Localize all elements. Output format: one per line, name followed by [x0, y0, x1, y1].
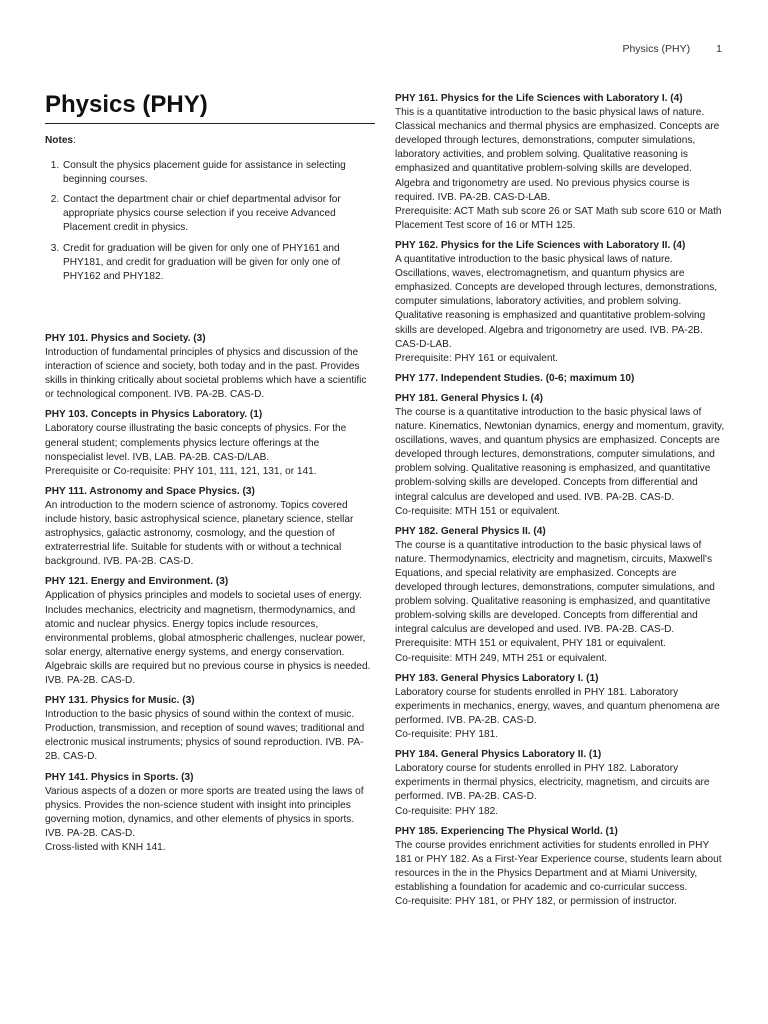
course-requisite: Co-requisite: PHY 181, or PHY 182, or permission of instructor.	[395, 896, 677, 908]
course-entry	[45, 575, 375, 688]
course-entry	[45, 408, 375, 478]
course-description: The course is a quantitative introduction to the basic physical laws of nature. Kinematics, Newtonian dynamics, energy and momentum, gravity, oscillations, waves, and quantum physics are emphasized. Concepts are developed through lectures, demonstrations, computer simulations, and problem solving. Qualitative reasoning is emphasized, and quantitative problem-solving skills are developed. Concepts from differential and integral calculus are developed and used. IVB. PA-2B. CAS-D.	[395, 406, 725, 503]
course-entry	[395, 825, 725, 910]
left-course-list	[45, 332, 375, 855]
course-description: Laboratory course for students enrolled in PHY 181. Laboratory experiments in mechanics, energy, waves, and quantum phenomena are performed. IVB. PA-2B. CAS-D.	[395, 686, 720, 726]
course-description: This is a quantitative introduction to the basic physical laws of nature. Classical mechanics and thermal physics are emphasized. Concepts are developed through lectures, demonstrations, computer simulations, laboratory activities, and problem solving. Qualitative reasoning is emphasized and quantitative problem-solving skills are developed. Algebra and trigonometry are used. No previous physics course is required. IVB. PA-2B. CAS-D-LAB.	[395, 107, 720, 203]
course-requisite: Prerequisite: MTH 151 or equivalent, PHY 181 or equivalent.	[395, 638, 666, 650]
left-column	[45, 90, 375, 861]
course-description: Introduction of fundamental principles of physics and discussion of the interaction of science and society, both today and in the past. Provides skills in thinking critically about societal problems which have a scientific or technological component. IVB. PA-2B. CAS-D.	[45, 346, 367, 401]
course-requisite: Prerequisite: ACT Math sub score 26 or SAT Math sub score 610 or Math Placement Test score of 16 or MTH 125.	[395, 205, 722, 231]
course-description: Various aspects of a dozen or more sports are treated using the laws of physics. Provides the non-science student with insight into principles governing motion, dynamics, and other elements of physics in sports. IVB. PA-2B. CAS-D.	[45, 785, 364, 839]
course-title: PHY 131. Physics for Music. (3)	[45, 695, 195, 707]
notes-list	[45, 159, 375, 284]
course-title: PHY 182. General Physics II. (4)	[395, 525, 546, 537]
course-entry	[395, 92, 725, 233]
course-title: PHY 183. General Physics Laboratory I. (1)	[395, 672, 599, 684]
course-title: PHY 161. Physics for the Life Sciences with Laboratory I. (4)	[395, 93, 683, 104]
course-entry	[395, 748, 725, 818]
course-requisite: Co-requisite: MTH 249, MTH 251 or equivalent.	[395, 652, 608, 664]
note-item: 3. Credit for graduation will be given for only one of PHY161 and PHY181, and credit for graduation will be given for only one of PHY162 and PHY182.	[62, 242, 375, 284]
running-header	[622, 43, 722, 55]
course-title: PHY 121. Energy and Environment. (3)	[45, 576, 229, 588]
note-item: 2. Contact the department chair or chief departmental advisor for appropriate physics course selection if you receive Advanced Placement credit in physics.	[62, 193, 375, 235]
course-title: PHY 185. Experiencing The Physical World. (1)	[395, 825, 618, 837]
course-description: An introduction to the modern science of astronomy. Topics covered include history, basic astrophysical science, planetary science, stellar astrophysics, galactic astronomy, cosmology, and the question of extraterrestrial life. Suitable for students with or without a technical background. IVB. PA-2B. CAS-D.	[45, 499, 354, 568]
course-description: Introduction to the basic physics of sound within the context of music. Production, transmission, and reception of sound waves; traditional and electronic musical instruments; physics of sound reproduction. IVB. PA-2B. CAS-D.	[45, 709, 365, 763]
course-description: Application of physics principles and models to societal uses of energy. Includes mechanics, electricity and magnetism, thermodynamics, and atomic and nuclear physics. Energy topics include resources, environmental problems, global atmospheric challenges, nuclear power, solar energy, alternative energy systems, and energy conservation. Algebraic skills are required but no previous course in physics is needed. IVB. PA-2B. CAS-D.	[45, 590, 371, 686]
page-number: 1	[716, 43, 722, 55]
running-header-title: Physics (PHY)	[622, 43, 691, 55]
course-entry	[395, 372, 725, 386]
right-column	[395, 92, 725, 915]
course-title: PHY 103. Concepts in Physics Laboratory. (1)	[45, 409, 263, 421]
course-title: PHY 177. Independent Studies. (0-6; maximum 10)	[395, 372, 635, 384]
course-description: A quantitative introduction to the basic physical laws of nature. Oscillations, waves, electromagnetism, and quantum physics are emphasized. Concepts are developed through lectures, demonstrations, computer simulations, laboratory activities, and problem solving. Qualitative reasoning is emphasized and quantitative problem-solving skills are developed. Algebra and trigonometry are used. IVB. PA-2B. CAS-D-LAB.	[395, 254, 718, 350]
course-title: PHY 101. Physics and Society. (3)	[45, 332, 206, 344]
course-entry	[395, 525, 725, 666]
notes-label: Notes	[45, 135, 74, 146]
course-description: The course is a quantitative introduction to the basic physical laws of nature. Thermodynamics, electricity and magnetism, circuits, Maxwell's Equations, and special relativity are emphasized. Concepts are developed through lectures, demonstrations, computer simulations, and problem solving. Qualitative reasoning is emphasized, and quantitative problem-solving skills are developed. Concepts from differential and integral calculus are developed and used. IVB. PA-2B. CAS-D.	[395, 539, 715, 636]
right-course-list	[395, 92, 725, 909]
course-entry	[395, 239, 725, 366]
course-description: Laboratory course illustrating the basic concepts of physics. For the general student; complements physics lecture offerings at the nonspecialist level. IVB, LAB. PA-2B. CAS-D/LAB.	[45, 423, 347, 463]
course-description: The course provides enrichment activities for students enrolled in PHY 181 or PHY 182. As a First-Year Experience course, students learn about resources in the in the Physics Department and at Miami University, establishing a foundation for academic and co-curricular success.	[395, 839, 722, 893]
course-title: PHY 181. General Physics I. (4)	[395, 392, 543, 404]
note-item: 1. Consult the physics placement guide for assistance in selecting beginning courses.	[62, 159, 375, 187]
course-entry	[395, 672, 725, 742]
course-requisite: Prerequisite: PHY 161 or equivalent.	[395, 352, 559, 364]
course-requisite: Cross-listed with KNH 141.	[45, 842, 166, 854]
course-title: PHY 162. Physics for the Life Sciences with Laboratory II. (4)	[395, 239, 686, 251]
course-entry	[45, 332, 375, 402]
course-entry	[45, 485, 375, 570]
course-requisite: Co-requisite: PHY 181.	[395, 729, 499, 741]
notes-heading: Notes:	[45, 135, 76, 146]
course-requisite: Prerequisite or Co-requisite: PHY 101, 111, 121, 131, or 141.	[45, 465, 317, 477]
course-entry	[45, 694, 375, 764]
course-entry	[395, 392, 725, 519]
course-title: PHY 111. Astronomy and Space Physics. (3)	[45, 485, 255, 497]
course-title: PHY 141. Physics in Sports. (3)	[45, 771, 194, 783]
page-title: Physics (PHY)	[45, 90, 375, 124]
course-entry	[45, 771, 375, 856]
course-requisite: Co-requisite: PHY 182.	[395, 805, 499, 817]
course-description: Laboratory course for students enrolled in PHY 182. Laboratory experiments in thermal physics, electricity, magnetism, and circuits are performed. IVB. PA-2B. CAS-D.	[395, 763, 710, 803]
course-requisite: Co-requisite: MTH 151 or equivalent.	[395, 505, 560, 517]
course-title: PHY 184. General Physics Laboratory II. (1)	[395, 749, 602, 761]
